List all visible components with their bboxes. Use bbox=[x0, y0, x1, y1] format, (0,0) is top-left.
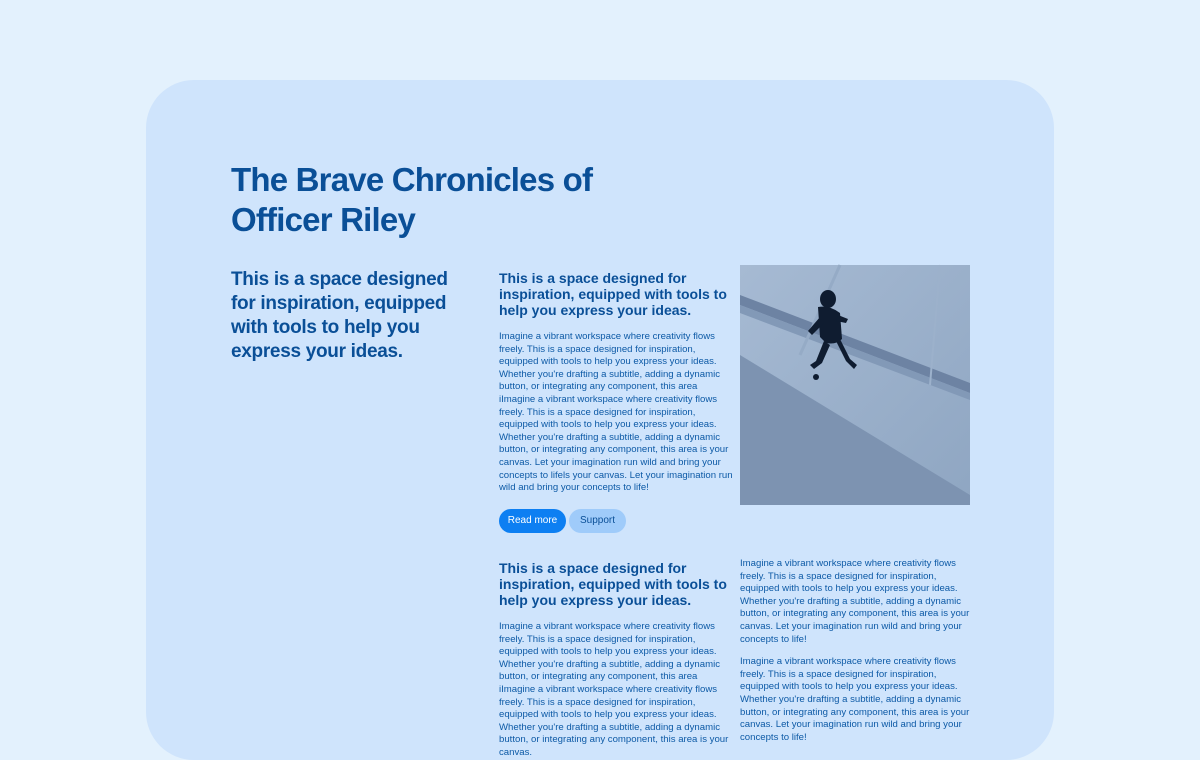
photo-person-walking-icon bbox=[740, 265, 970, 505]
paragraph: Imagine a vibrant workspace where creativity flows freely. This is a space designed for inspiration, equipped with tools to help you express your ideas. Whether you're drafting a subtitle, adding a dynamic button, or integrating any component, this area is your canvas. Let your imagination run wild and bring your concepts to life! bbox=[740, 558, 970, 645]
secondary-section bbox=[499, 560, 735, 760]
section-heading: This is a space designed for inspiration, equipped with tools to help you express your ideas. bbox=[499, 560, 727, 608]
content-card bbox=[146, 80, 1054, 760]
read-more-button[interactable]: Read more bbox=[499, 509, 566, 533]
lead-text: This is a space designed for inspiration, equipped with tools to help you express your ideas. bbox=[231, 269, 448, 362]
text-column bbox=[740, 558, 976, 744]
support-button[interactable]: Support bbox=[569, 509, 626, 533]
button-group bbox=[499, 509, 735, 533]
paragraph: Imagine a vibrant workspace where creativity flows freely. This is a space designed for inspiration, equipped with tools to help you express your ideas. Whether you're drafting a subtitle, adding a dynamic button, or integrating any component, this area is your canvas. Let your imagination run wild and bring your concepts to life! bbox=[740, 656, 970, 743]
section-heading: This is a space designed for inspiration, equipped with tools to help you express your ideas. bbox=[499, 270, 727, 318]
hero-photo bbox=[740, 265, 970, 505]
section-body: Imagine a vibrant workspace where creativity flows freely. This is a space designed for inspiration, equipped with tools to help you express your ideas. Whether you're drafting a subtitle, adding a dynamic button, or integrating any component, this area iImagine a vibrant workspace where creativity flows freely. This is a space designed for inspiration, equipped with tools to help you express your ideas. Whether you're drafting a subtitle, adding a dynamic button, or integrating any component, this area is your canvas. bbox=[499, 621, 729, 758]
feature-section bbox=[499, 270, 735, 533]
page-title: The Brave Chronicles of Officer Riley bbox=[231, 161, 593, 238]
section-body: Imagine a vibrant workspace where creativity flows freely. This is a space designed for inspiration, equipped with tools to help you express your ideas. Whether you're drafting a subtitle, adding a dynamic button, or integrating any component, this area iImagine a vibrant workspace where creativity flows freely. This is a space designed for inspiration, equipped with tools to help you express your ideas. Whether you're drafting a subtitle, adding a dynamic button, or integrating any component, this area is your canvas. Let your imagination run wild and bring your concepts to lifels your canvas. Let your imagination run wild and bring your concepts to life! bbox=[499, 331, 733, 494]
